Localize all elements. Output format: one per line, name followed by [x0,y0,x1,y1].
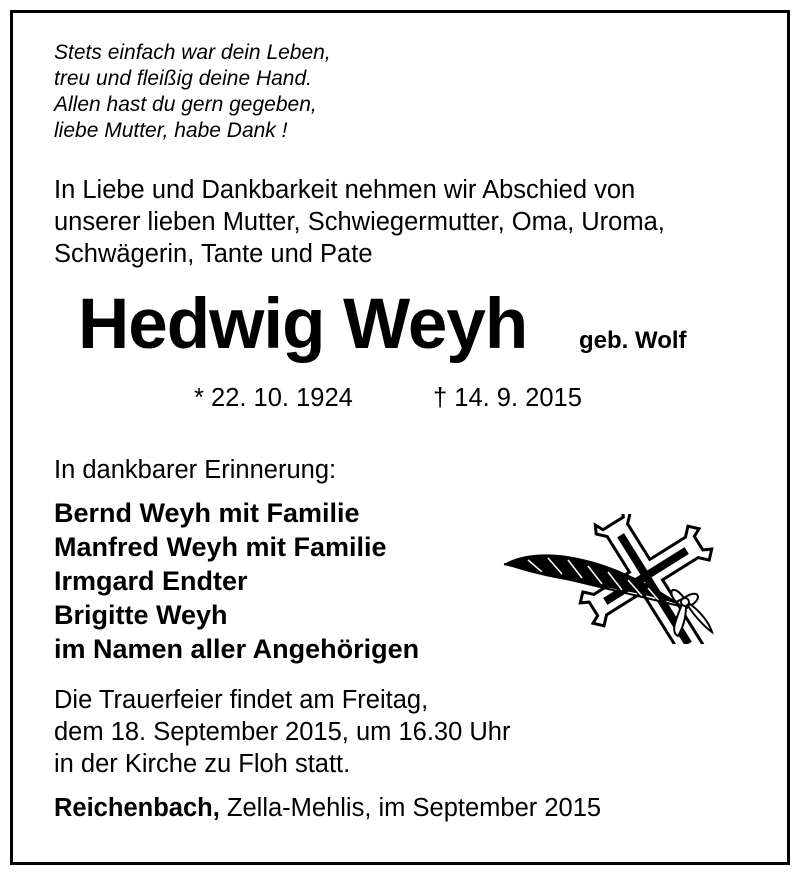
mourner: im Namen aller Angehörigen [54,634,420,664]
mourner: Manfred Weyh mit Familie [54,532,387,562]
intro-line: In Liebe und Dankbarkeit nehmen wir Abschied von [54,176,636,204]
birth-date: * 22. 10. 1924 [194,384,353,412]
service-line: dem 18. September 2015, um 16.30 Uhr [54,718,511,746]
poem-line: Stets einfach war dein Leben, [54,41,331,64]
mourner: Irmgard Endter [54,566,248,596]
intro-line: unserer lieben Mutter, Schwiegermutter, Oma, Uroma, [54,208,665,236]
cross-with-palm-icon [498,514,748,644]
place-rest: Zella-Mehlis, im September 2015 [219,794,602,822]
intro-line: Schwägerin, Tante und Pate [54,240,373,268]
poem-line: liebe Mutter, habe Dank ! [54,119,288,142]
mourner: Bernd Weyh mit Familie [54,498,360,528]
maiden-name: geb. Wolf [579,327,687,354]
remembrance-heading: In dankbarer Erinnerung: [54,456,337,484]
deceased-name: Hedwig Weyh [78,285,528,364]
poem-line: treu und fleißig deine Hand. [54,67,312,90]
service-line: in der Kirche zu Floh statt. [54,750,351,778]
place-city: Reichenbach, [54,794,220,822]
death-date: † 14. 9. 2015 [433,384,582,412]
mourner: Brigitte Weyh [54,600,228,630]
service-details [54,684,510,780]
poem [54,40,331,144]
place-and-date [54,794,601,823]
poem-line: Allen hast du gern gegeben, [54,93,317,116]
service-line: Die Trauerfeier findet am Freitag, [54,686,429,714]
intro-text [54,174,665,270]
mourners-list [54,496,419,666]
